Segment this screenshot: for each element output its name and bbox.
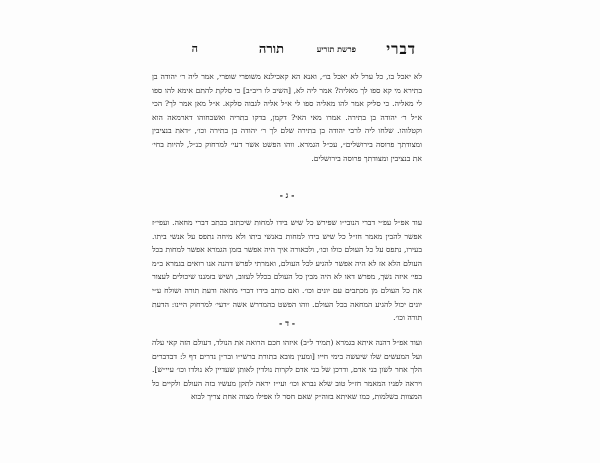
- header-section: פרשת תזריע: [316, 44, 356, 54]
- paragraph-3: ועוד אפ״ל דהנה איתא בגמרא (תמיד ל״ב) איזהו חכם הרואה את הנולד, דעולם הזה קאי עלה ועל המעשים שלו שיעשה בימי חייו [ומעין מובא בתורת ברשי״ו ובר״ן נדרים דף ל: דבדברים הלך אחר לשון בני אדם, ודרכן של בני אדם לקרות נולדין לאותן שעדיין לא נולדו וכו׳ עיי״ש]. ויראה לפניו המאמר חז״ל טוב שלא נברא וכו׳ ועי״ז יראה לתקן מעשיו בזה העולם ולקיים כל המצוות בשלמות, כמו שאיתא בזוה״ק שאם חסר לו אפילו מצוה אחת צריך לבוא: [152, 338, 422, 402]
- section-divider-3: - ג -: [279, 190, 295, 200]
- paragraph-1: לא יאכל בו, כל ערל לא יאכל בו״, ואנא הא קאכילנא משופרי שופרי, אמר ליה ר׳ יהודה בן בתירא מי קא ספו לך מאליה? אמר ליה לא, [השיב לו ריב״ב] כי סלקת להתם אימא להו ספו לי מאליה. כי סליק אמר להו מאליה ספו לי א״ל אליה לגבוה סלקא. א״ל מאן אמר לך? הכי א״ל ר׳ יהודה בן בתירה. אמרו מאי האי? דקמן, בדקו בתריה ואשכחוהו דארמאה הוא וקטלוהו. שלחו ליה לרבי יהודה בן בתירה שלם לך ר׳ יהודה בן בתירה וכו׳, ״דאת בנציבין ומצודתך פרוסה בירושלים״, עכ״ל הגמרא. ווהו הפשט אשר דעי׳ למרחוק כנ״ל, להיות בחי׳ את בנציבין ומצודתך פרוסה בירושלים.: [152, 72, 422, 163]
- paragraph-2: עוד אפ״ל עפ״י דברי הנובי״ו שפירש כל שיש בידו למחות שיכתוב בכתב דברי מחאה. ועפי״ז אפשר להבין מאמר חז״ל כל שיש בידו למחות באנשי ביתו ולא מיחה נתפס על אנשי ביתו. בעירו, נתפס על כל העולם כולו וכו׳, ולכאורה איך היה אפשר בזמן הגמרא אפשר למחות בכל העולם הלא אז לא היה אפשר להגיע לכל העולם, ואמרתי לפרש דהנה אנו רואים בגמרא ב״מ בפי׳ איזה נשך, מפרש דאו לא היה מבין כל העולם בכלל לעזוב, ושיש בזמננו שיכולים לעצור את כל העולם מן מכתבים עם יונים וכו׳. ואם כותב בידו דברי מחאה ודעת תורה ושולח ע״י יונים יכול להגיע המחאה בכל העולם. ווהו הפשט בהמדרש אשה ״דעי׳ למרחוק היינו: הדעת תורה וכו׳.: [152, 218, 422, 323]
- section-divider-4: - ד -: [278, 318, 296, 328]
- header-title: דברי: [386, 40, 416, 58]
- header-book: תורה: [258, 42, 284, 57]
- header-page-number: ה: [191, 42, 198, 55]
- page-header: [176, 40, 416, 62]
